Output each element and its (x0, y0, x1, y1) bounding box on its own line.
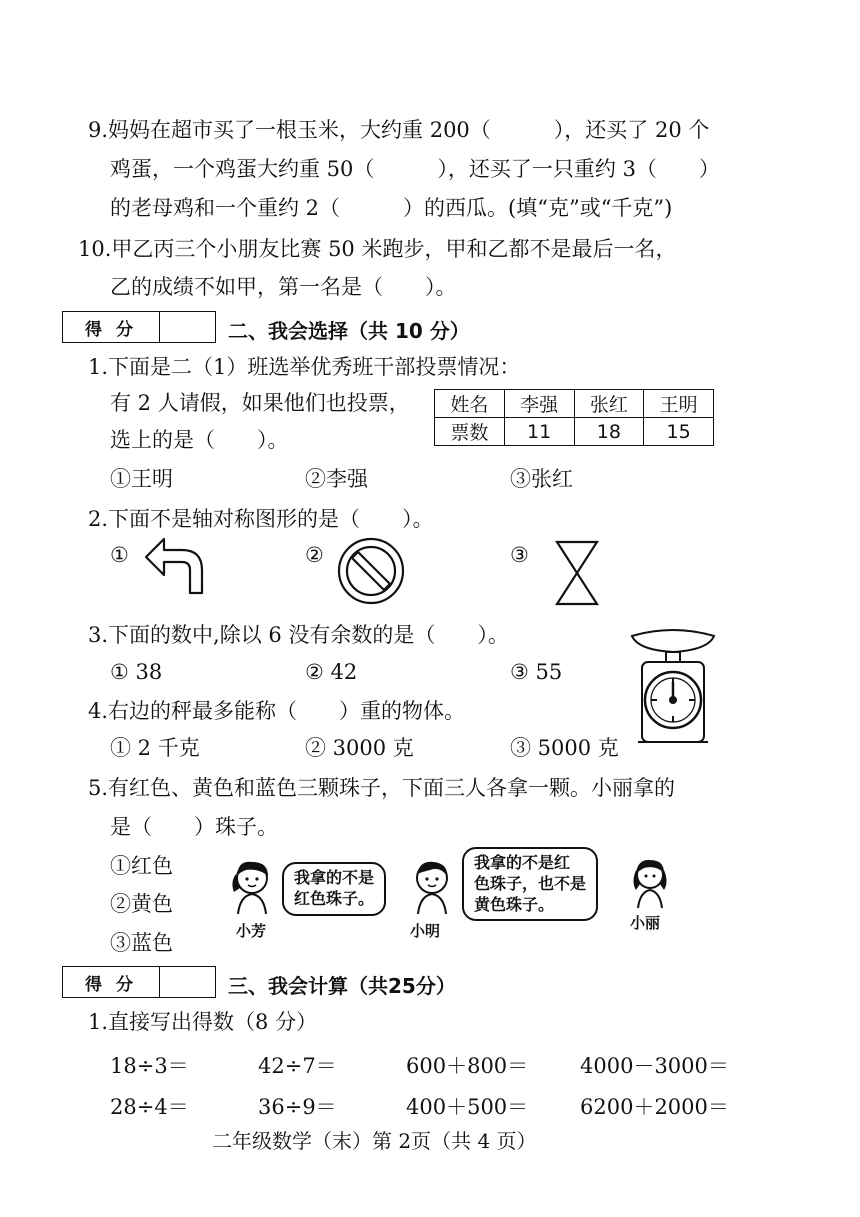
kitchen-scale-icon (628, 626, 718, 748)
page-footer: 二年级数学（末）第 2页（共 4 页） (212, 1129, 537, 1153)
hourglass-icon (555, 540, 599, 606)
name-label-xiaofang: 小芳 (236, 922, 267, 940)
s3-q1-text: 1.直接写出得数（8 分） (88, 1010, 318, 1034)
q10-line-1: 10.甲乙丙三个小朋友比赛 50 米跑步，甲和乙都不是最后一名， (78, 237, 677, 261)
calc-item[interactable]: 28÷4＝ (110, 1095, 189, 1119)
section-3-title: 三、我会计算（共25分） (228, 974, 456, 998)
table-cell: 张红 (574, 390, 644, 418)
q9-line-2: 鸡蛋，一个鸡蛋大约重 50（ ），还买了一只重约 3（ ） (110, 157, 720, 181)
calc-item[interactable]: 36÷9＝ (258, 1095, 337, 1119)
s2-q4-option-2[interactable]: ② 3000 克 (305, 736, 414, 760)
score-blank[interactable] (160, 312, 215, 342)
s2-q2-option-1[interactable]: ① (110, 543, 129, 567)
speech-bubble-1 (282, 862, 386, 916)
calc-item[interactable]: 18÷3＝ (110, 1054, 189, 1078)
vote-table-row (435, 418, 714, 446)
s2-q5-option-1[interactable]: ①红色 (110, 854, 173, 878)
s2-q1-text: 1.下面是二（1）班选举优秀班干部投票情况： (88, 355, 521, 379)
calc-item[interactable]: 42÷7＝ (258, 1054, 337, 1078)
s2-q5-option-2[interactable]: ②黄色 (110, 892, 173, 916)
s2-q5-option-3[interactable]: ③蓝色 (110, 931, 173, 955)
s2-q5-line-1: 5.有红色、黄色和蓝色三颗珠子，下面三人各拿一颗。小丽拿的 (88, 776, 676, 800)
calc-item[interactable]: 6200＋2000＝ (580, 1095, 729, 1119)
s2-q1-line-3: 选上的是（ ）。 (110, 428, 289, 452)
table-cell: 王明 (644, 390, 714, 418)
name-label-xiaoli: 小丽 (630, 914, 661, 932)
table-cell: 15 (644, 418, 714, 446)
vote-table-header (435, 390, 714, 418)
q10-line-2: 乙的成绩不如甲，第一名是（ ）。 (110, 275, 457, 299)
speech-bubble-2 (462, 847, 598, 921)
girl-avatar-icon (628, 856, 672, 910)
score-box-section-3 (62, 966, 216, 998)
s2-q2-option-2[interactable]: ② (305, 543, 324, 567)
s2-q4-text: 4.右边的秤最多能称（ ）重的物体。 (88, 699, 466, 723)
s2-q1-line-2: 有 2 人请假，如果他们也投票， (110, 391, 410, 415)
table-cell: 票数 (435, 418, 505, 446)
s2-q1-option-3[interactable]: ③张红 (510, 467, 573, 491)
table-cell: 18 (574, 418, 644, 446)
no-entry-sign-icon (336, 536, 406, 606)
table-cell: 姓名 (435, 390, 505, 418)
table-cell: 李强 (504, 390, 574, 418)
s2-q3-option-2[interactable]: ② 42 (305, 660, 358, 684)
s2-q3-text: 3.下面的数中,除以 6 没有余数的是（ ）。 (88, 623, 509, 647)
score-box-section-2 (62, 311, 216, 343)
score-label: 得分 (63, 967, 160, 997)
vote-table (434, 389, 714, 446)
bubble-line: 我拿的不是红 (474, 853, 571, 872)
s2-q4-option-1[interactable]: ① 2 千克 (110, 736, 200, 760)
s2-q4-option-3[interactable]: ③ 5000 克 (510, 736, 619, 760)
calc-item[interactable]: 4000－3000＝ (580, 1054, 729, 1078)
girl-avatar-icon (228, 858, 276, 916)
bubble-line: 色珠子，也不是 (474, 873, 587, 893)
boy-avatar-icon (408, 858, 456, 916)
q9-line-1: 9.妈妈在超市买了一根玉米，大约重 200（ ），还买了 20 个 (88, 118, 710, 142)
score-blank[interactable] (160, 967, 215, 997)
s2-q1-option-1[interactable]: ①王明 (110, 467, 173, 491)
bubble-line: 黄色珠子。 (474, 894, 555, 914)
turn-arrow-icon (142, 535, 210, 597)
table-cell: 11 (504, 418, 574, 446)
calc-item[interactable]: 600＋800＝ (406, 1054, 529, 1078)
s2-q3-option-3[interactable]: ③ 55 (510, 660, 563, 684)
score-label: 得分 (63, 312, 160, 342)
section-2-title: 二、我会选择（共 10 分） (228, 319, 470, 343)
s2-q5-line-2: 是（ ）珠子。 (110, 815, 278, 839)
s2-q2-option-3[interactable]: ③ (510, 543, 529, 567)
bubble-line: 我拿的不是 (294, 868, 375, 887)
q9-line-3: 的老母鸡和一个重约 2（ ）的西瓜。(填“克”或“千克”) (110, 196, 673, 220)
s2-q2-text: 2.下面不是轴对称图形的是（ ）。 (88, 507, 434, 531)
s2-q3-option-1[interactable]: ① 38 (110, 660, 163, 684)
s2-q1-option-2[interactable]: ②李强 (305, 467, 368, 491)
bubble-line: 红色珠子。 (294, 888, 375, 908)
calc-item[interactable]: 400＋500＝ (406, 1095, 529, 1119)
name-label-xiaoming: 小明 (410, 922, 441, 940)
